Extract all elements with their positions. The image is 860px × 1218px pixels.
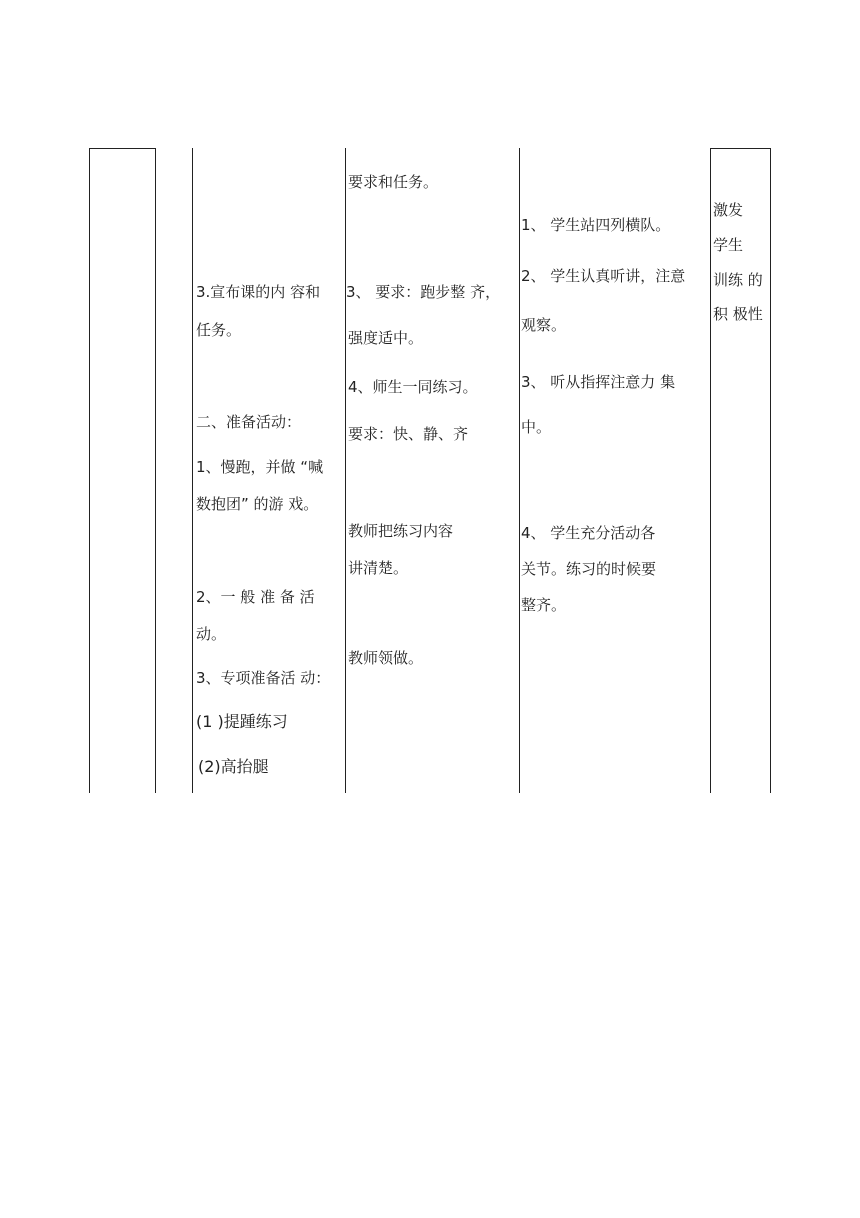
table-border-1 xyxy=(89,148,90,793)
student-line: 2、 学生认真听讲，注意 xyxy=(521,267,686,285)
table-border-3 xyxy=(192,148,193,793)
table-border-4 xyxy=(345,148,346,793)
purpose-line: 训练 的 xyxy=(713,271,763,289)
content-line: (1 )提踵练习 xyxy=(196,712,288,731)
teacher-line: 3、 要求：跑步整 齐， xyxy=(346,283,501,301)
student-line: 1、 学生站四列横队。 xyxy=(521,216,671,234)
teacher-line: 教师领做。 xyxy=(348,649,424,667)
student-line: 整齐。 xyxy=(521,596,567,614)
purpose-line: 学生 xyxy=(713,236,744,254)
student-line: 4、 学生充分活动各 xyxy=(521,524,656,542)
student-line: 观察。 xyxy=(521,316,567,334)
table-border-7 xyxy=(770,148,771,793)
student-line: 关节。练习的时候要 xyxy=(521,560,657,578)
content-line: 3、专项准备活 动： xyxy=(196,669,331,687)
content-line: 任务。 xyxy=(196,321,242,339)
student-line: 3、 听从指挥注意力 集 xyxy=(521,373,676,391)
table-top-border-right xyxy=(710,148,771,149)
teacher-line: 要求：快、静、齐 xyxy=(348,425,469,443)
teacher-line: 教师把练习内容 xyxy=(348,522,454,540)
table-border-6 xyxy=(710,148,711,793)
content-line: 3.宣布课的内 容和 xyxy=(196,283,321,301)
content-line: 二、准备活动： xyxy=(196,413,302,431)
teacher-line: 强度适中。 xyxy=(348,329,424,347)
content-line: 1、慢跑，并做 “喊 xyxy=(196,458,324,476)
content-line: (2)高抬腿 xyxy=(198,757,269,776)
content-line: 2、一 般 准 备 活 xyxy=(196,588,315,606)
table-border-2 xyxy=(155,148,156,793)
teacher-line: 4、师生一同练习。 xyxy=(348,378,478,396)
content-line: 动。 xyxy=(196,625,227,643)
purpose-line: 积 极性 xyxy=(713,305,763,323)
table-top-border-left xyxy=(89,148,155,149)
teacher-line: 要求和任务。 xyxy=(348,173,439,191)
table-border-5 xyxy=(519,148,520,793)
content-line: 数抱团” 的游 戏。 xyxy=(196,495,319,513)
purpose-line: 激发 xyxy=(713,201,744,219)
teacher-line: 讲清楚。 xyxy=(348,559,409,577)
student-line: 中。 xyxy=(521,418,552,436)
